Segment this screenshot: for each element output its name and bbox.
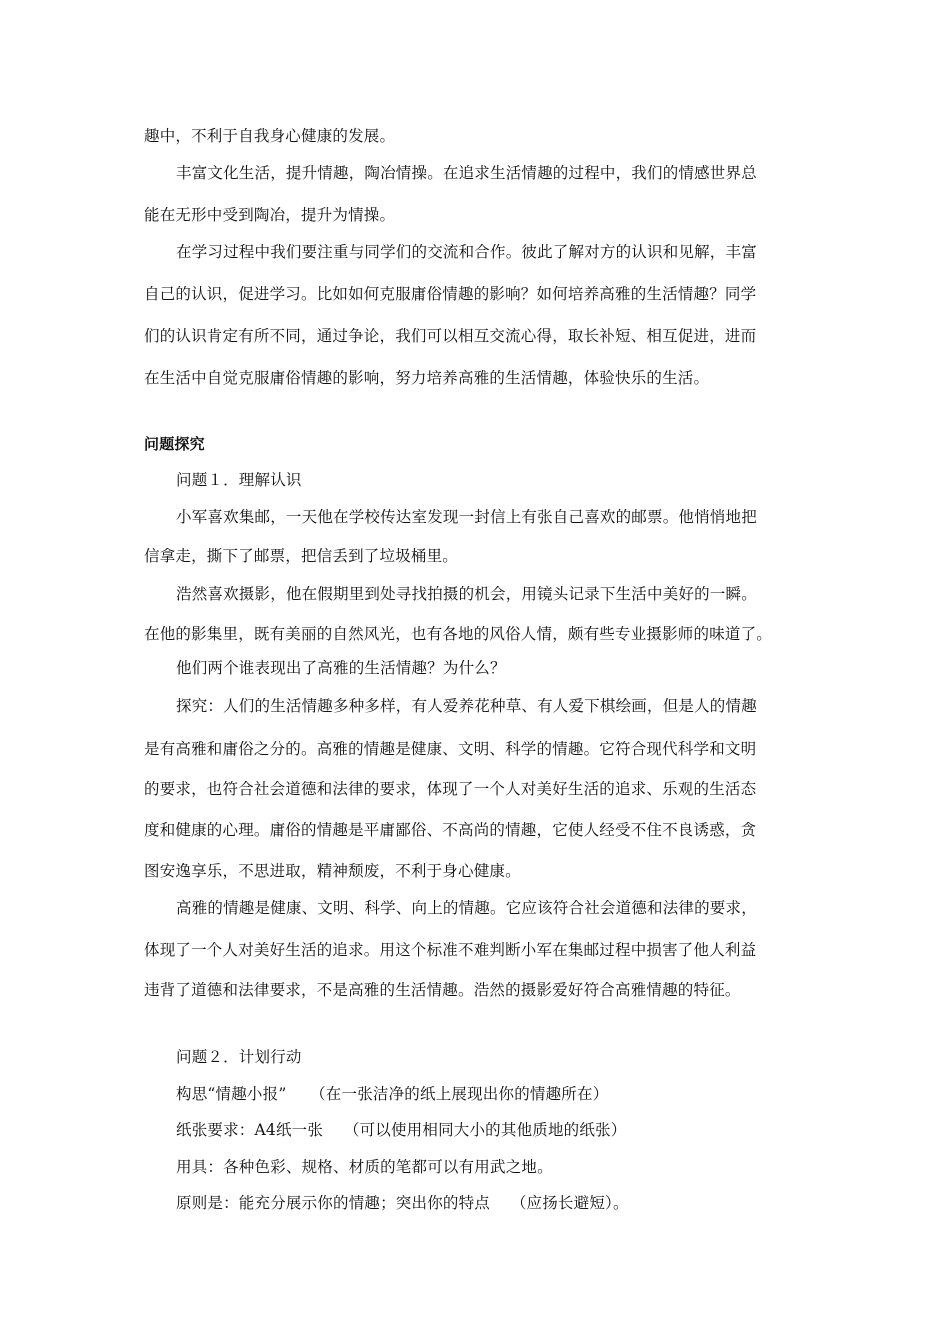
paragraph-line: 探究：人们的生活情趣多种多样，有人爱养花种草、有人爱下棋绘画，但是人的情趣 <box>176 697 757 715</box>
paragraph-line: 的要求，也符合社会道德和法律的要求，体现了一个人对美好生活的追求、乐观的生活态 <box>144 780 757 798</box>
paragraph-line: 丰富文化生活，提升情趣，陶冶情操。在追求生活情趣的过程中，我们的情感世界总 <box>176 164 757 182</box>
paragraph-line: 用具：各种色彩、规格、材质的笔都可以有用武之地。 <box>176 1158 553 1176</box>
paragraph-line: 高雅的情趣是健康、文明、科学、向上的情趣。它应该符合社会道德和法律的要求， <box>176 899 757 917</box>
paragraph-line: 度和健康的心理。庸俗的情趣是平庸鄙俗、不高尚的情趣，它使人经受不住不良诱惑，贪 <box>144 821 757 839</box>
paragraph-line: 纸张要求：A4纸一张 （可以使用相同大小的其他质地的纸张） <box>176 1121 627 1139</box>
paragraph-line: 在他的影集里，既有美丽的自然风光，也有各地的风俗人情，颇有些专业摄影师的味道了。 <box>144 625 773 643</box>
paragraph-line: 信拿走，撕下了邮票，把信丢到了垃圾桶里。 <box>144 547 459 565</box>
paragraph-line: 是有高雅和庸俗之分的。高雅的情趣是健康、文明、科学的情趣。它符合现代科学和文明 <box>144 740 757 758</box>
paragraph-line: 浩然喜欢摄影，他在假期里到处寻找拍摄的机会，用镜头记录下生活中美好的一瞬。 <box>176 585 757 603</box>
paragraph-line: 趣中，不利于自我身心健康的发展。 <box>144 127 396 145</box>
paragraph-line: 违背了道德和法律要求，不是高雅的生活情趣。浩然的摄影爱好符合高雅情趣的特征。 <box>144 981 741 999</box>
paragraph-line: 构思“情趣小报” （在一张洁净的纸上展现出你的情趣所在） <box>176 1085 609 1103</box>
paragraph-line: 们的认识肯定有所不同，通过争论，我们可以相互交流心得，取长补短、相互促进，进而 <box>144 327 757 345</box>
paragraph-line: 能在无形中受到陶冶，提升为情操。 <box>144 206 396 224</box>
paragraph-line: 原则是：能充分展示你的情趣；突出你的特点 （应扬长避短）。 <box>176 1194 629 1212</box>
paragraph-line: 在生活中自觉克服庸俗情趣的影响，努力培养高雅的生活情趣，体验快乐的生活。 <box>144 369 710 387</box>
question-title: 问题２．计划行动 <box>176 1048 302 1066</box>
paragraph-line: 他们两个谁表现出了高雅的生活情趣？为什么？ <box>176 659 506 677</box>
paragraph-line: 图安逸享乐，不思进取，精神颓废，不利于身心健康。 <box>144 862 521 880</box>
paragraph-line: 体现了一个人对美好生活的追求。用这个标准不难判断小军在集邮过程中损害了他人利益 <box>144 941 757 959</box>
section-heading: 问题探究 <box>144 435 205 453</box>
paragraph-line: 在学习过程中我们要注重与同学们的交流和合作。彼此了解对方的认识和见解，丰富 <box>176 243 757 261</box>
question-title: 问题１．理解认识 <box>176 471 302 489</box>
paragraph-line: 小军喜欢集邮，一天他在学校传达室发现一封信上有张自己喜欢的邮票。他悄悄地把 <box>176 508 757 526</box>
paragraph-line: 自己的认识，促进学习。比如如何克服庸俗情趣的影响？如何培养高雅的生活情趣？同学 <box>144 285 757 303</box>
